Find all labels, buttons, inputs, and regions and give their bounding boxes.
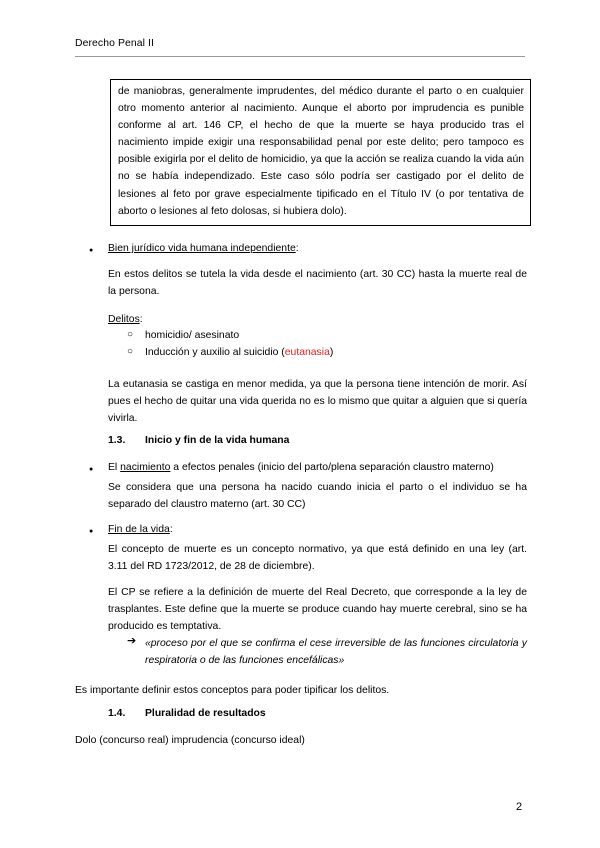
bullet-icon: ●	[89, 528, 94, 535]
eutanasia-highlight: eutanasia	[284, 347, 330, 358]
nacimiento-heading: El nacimiento a efectos penales (inicio del parto/plena separación claustro materno)	[108, 462, 494, 473]
eutanasia-paragraph: La eutanasia se castiga en menor medida, ya que la persona tiene intención de morir. Así pues el hecho de quitar una vida querida no es lo mismo que quitar a alguien que si quería vivirla.	[108, 379, 527, 424]
bien-juridico-heading: Bien jurídico vida humana independiente:	[108, 243, 299, 254]
delitos-label: Delitos:	[108, 314, 143, 325]
circle-bullet-icon: ○	[127, 346, 134, 357]
section-1-4-title: Pluralidad de resultados	[145, 708, 266, 719]
section-1-3-number: 1.3.	[108, 435, 126, 446]
running-header: Derecho Penal II	[75, 38, 154, 49]
page-number: 2	[516, 801, 523, 813]
section-1-4-number: 1.4.	[108, 708, 126, 719]
arrow-right-icon: ➔	[127, 635, 137, 647]
bordered-note-box: de maniobras, generalmente imprudentes, del médico durante el parto o en cualquier otro momento anterior al nacimiento. Aunque el aborto por imprudencia es punible conforme al art. 146 CP, el hecho de que la muerte se haya producido tras el nacimiento impide exigir una responsabilidad penal por este delito; pero tampoco es posible exigirla por el delito de homicidio, ya que la acción se realiza cuando la vida aún no se había independizado. Este caso sólo podría ser castigado por el delito de lesiones al feto por grave especialmente tipificado en el Título IV (o por tentativa de aborto o lesiones al feto dolosas, si hubiera dolo).	[110, 79, 531, 226]
delito-item-homicidio: homicidio/ asesinato	[145, 330, 240, 341]
importante-paragraph: Es importante definir estos conceptos para poder tipificar los delitos.	[75, 685, 390, 696]
circle-bullet-icon: ○	[127, 329, 134, 340]
dolo-paragraph: Dolo (concurso real) imprudencia (concurso ideal)	[75, 735, 305, 746]
fin-vida-text-1: El concepto de muerte es un concepto normativo, ya que está definido en una ley (art. 3.11 del RD 1723/2012, de 28 de diciembre).	[108, 544, 527, 572]
section-1-3-title: Inicio y fin de la vida humana	[145, 435, 290, 446]
muerte-definition-quote: «proceso por el que se confirma el cese irreversible de las funciones circulatoria y respiratoria o de las funciones encefálicas»	[145, 638, 527, 666]
nacimiento-text: Se considera que una persona ha nacido cuando inicia el parto o el individuo se ha separado del claustro materno (art. 30 CC)	[108, 482, 527, 510]
fin-vida-heading: Fin de la vida:	[108, 524, 173, 535]
delito-item-induccion: Inducción y auxilio al suicidio (eutanasia)	[145, 347, 334, 358]
bullet-icon: ●	[89, 466, 94, 473]
bien-juridico-text: En estos delitos se tutela la vida desde el nacimiento (art. 30 CC) hasta la muerte real de la persona.	[108, 269, 527, 297]
header-divider	[75, 56, 525, 57]
bullet-icon: ●	[89, 247, 94, 254]
fin-vida-text-2: El CP se refiere a la definición de muerte del Real Decreto, que corresponde a la ley de trasplantes. Este define que la muerte se produce cuando hay muerte cerebral, sino se ha producido es temptativa.	[108, 587, 527, 632]
